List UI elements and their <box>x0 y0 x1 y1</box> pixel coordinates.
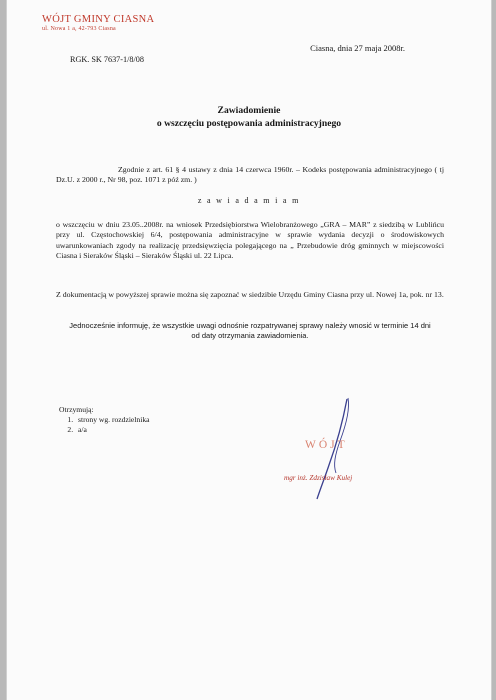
title-line-1: Zawiadomienie <box>217 105 281 116</box>
title-line-2: o wszczęciu postępowania administracyjnego <box>156 118 342 129</box>
reference-number: RGK. SK 7637-1/8/08 <box>70 55 144 64</box>
remarks-paragraph: Jednocześnie informuję, że wszystkie uwagi odnośnie rozpatrywanej sprawy należy wnosić w terminie 14 dni od daty otrzymania zawiadomienia. <box>69 321 431 341</box>
recipients-list <box>59 415 150 435</box>
recipient-item: 2. a/a <box>75 425 150 435</box>
recipients-block <box>59 405 150 435</box>
documentation-paragraph: Z dokumentacją w powyższej sprawie można się zapoznać w siedzibie Urzędu Gminy Ciasna przy ul. Nowej 1a, pok. nr 13. <box>56 290 444 299</box>
signature-stamp-title: WÓJT <box>305 439 348 451</box>
legal-basis-paragraph: Zgodnie z art. 61 § 4 ustawy z dnia 14 czerwca 1960r. – Kodeks postępowania administracyjnego ( tj Dz.U. z 2000 r., Nr 98, poz. 1071 z póź zm. ) <box>56 165 444 185</box>
recipients-label: Otrzymują: <box>59 405 94 414</box>
proceedings-paragraph: o wszczęciu w dniu 23.05..2008r. na wniosek Przedsiębiorstwa Wielobranżowego „GRA – MAR” z siedzibą w Lublińcu przy ul. Częstochowskiej 6/4, postępowania administracyjne w sprawie wydania decyzji o środowiskowych uwarunkowaniach zgody na realizację przedsięwzięcia polegającego na „ Przebudowie dróg gminnych w miejscowości Ciasna i Sieraków Śląski – Sieraków Śląski ul. 22 Lipca. <box>56 220 444 261</box>
stamp-title: WÓJT GMINY CIASNA <box>42 14 155 25</box>
signature-stamp-name: mgr inż. Zdzisław Kulej <box>284 474 353 482</box>
date-line: Ciasna, dnia 27 maja 2008r. <box>310 43 405 53</box>
document-page <box>6 0 492 700</box>
announcement-word: z a w i a d a m i a m <box>197 196 301 205</box>
letterhead-stamp <box>42 14 154 32</box>
recipient-item: 1. strony wg. rozdzielnika <box>75 415 150 425</box>
stamp-address: ul. Nowa 1 a, 42-793 Ciasna <box>42 26 116 32</box>
document-title <box>7 104 491 130</box>
